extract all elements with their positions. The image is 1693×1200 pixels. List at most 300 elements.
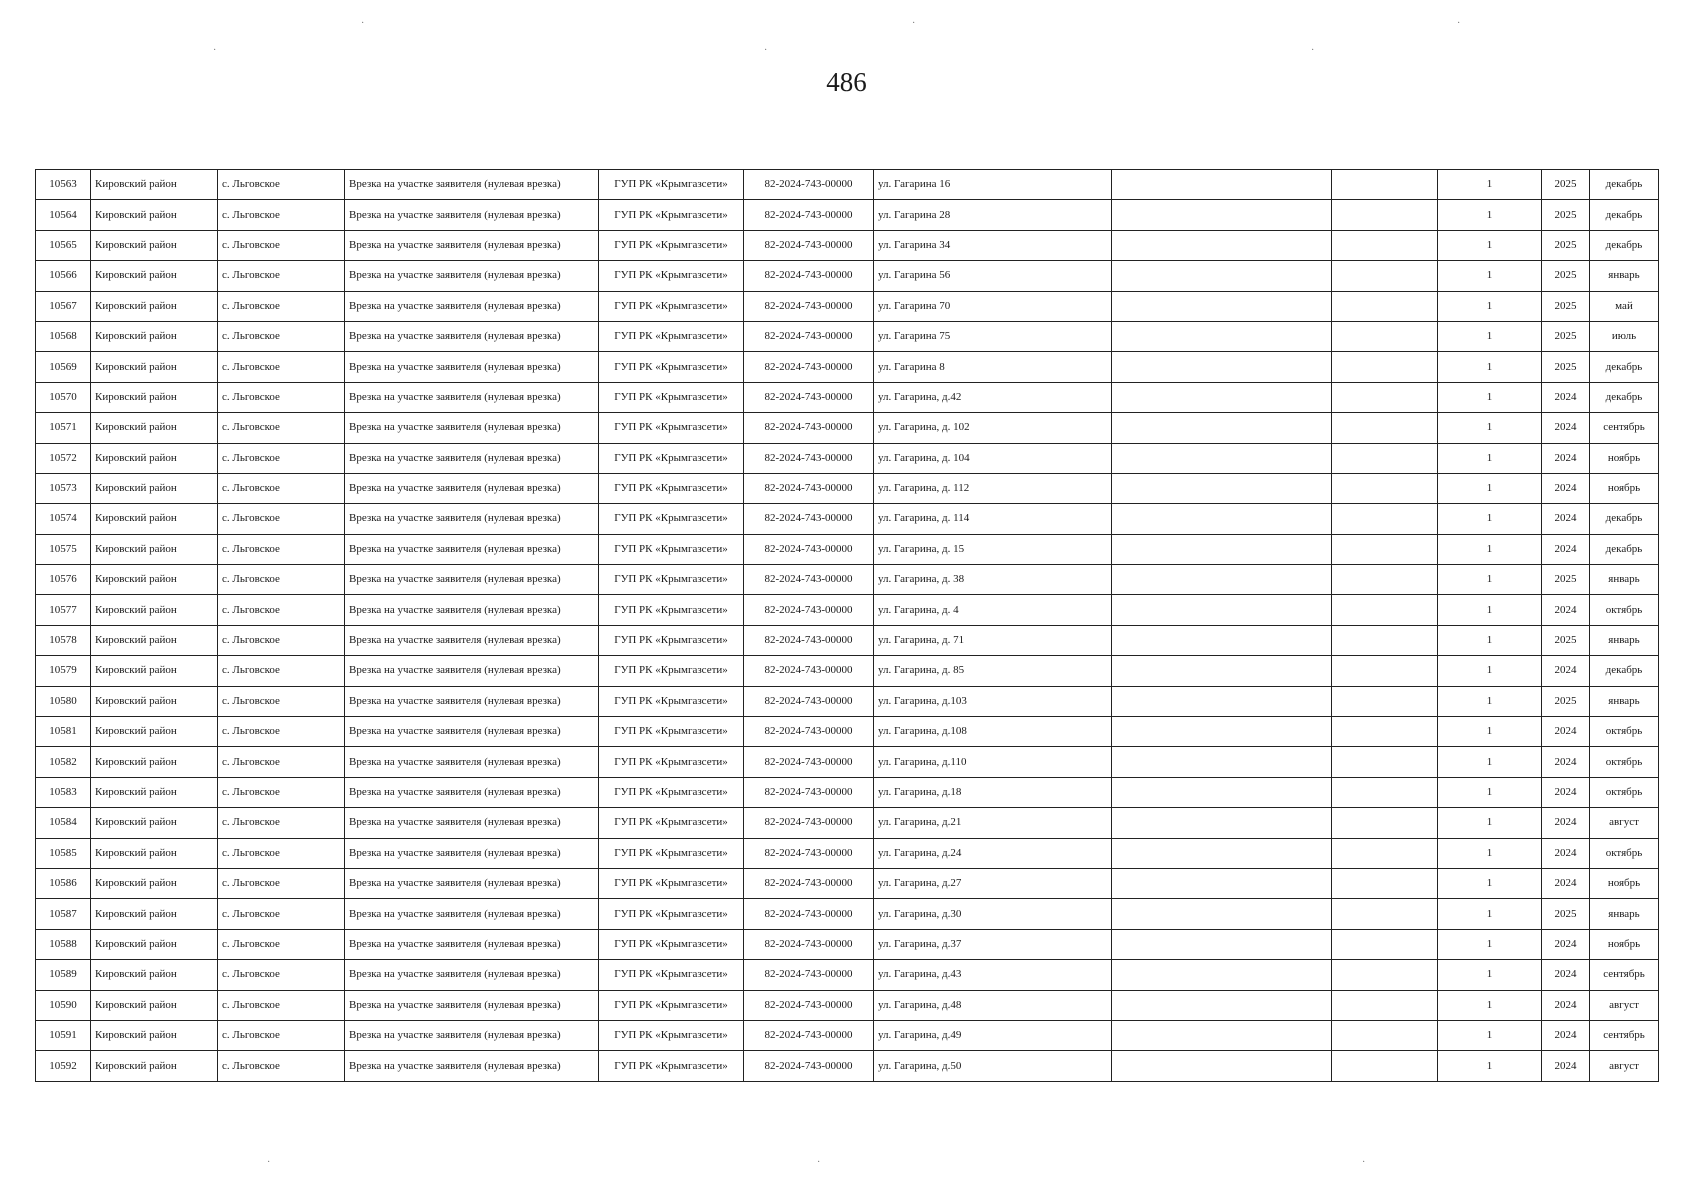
locality-cell: с. Льговское [218, 595, 345, 625]
organization-cell: ГУП РК «Крымгазсети» [599, 443, 744, 473]
address-cell: ул. Гагарина, д. 71 [874, 625, 1112, 655]
empty-cell [1332, 1051, 1438, 1081]
count-cell: 1 [1438, 321, 1542, 351]
count-cell: 1 [1438, 200, 1542, 230]
locality-cell: с. Льговское [218, 321, 345, 351]
table-row [36, 413, 1659, 443]
year-cell: 2025 [1542, 261, 1590, 291]
empty-cell [1332, 230, 1438, 260]
empty-cell [1112, 473, 1332, 503]
empty-cell [1332, 321, 1438, 351]
district-cell: Кировский район [91, 382, 218, 412]
address-cell: ул. Гагарина, д.48 [874, 990, 1112, 1020]
organization-cell: ГУП РК «Крымгазсети» [599, 1051, 744, 1081]
row-number-cell: 10590 [36, 990, 91, 1020]
month-cell: октябрь [1590, 838, 1659, 868]
empty-cell [1332, 473, 1438, 503]
organization-cell: ГУП РК «Крымгазсети» [599, 291, 744, 321]
row-number-cell: 10563 [36, 170, 91, 200]
empty-cell [1112, 352, 1332, 382]
year-cell: 2024 [1542, 443, 1590, 473]
row-number-cell: 10568 [36, 321, 91, 351]
address-cell: ул. Гагарина 34 [874, 230, 1112, 260]
year-cell: 2025 [1542, 565, 1590, 595]
district-cell: Кировский район [91, 291, 218, 321]
empty-cell [1332, 838, 1438, 868]
empty-cell [1112, 595, 1332, 625]
scan-speck: · [1362, 1157, 1366, 1168]
organization-cell: ГУП РК «Крымгазсети» [599, 990, 744, 1020]
code-cell: 82-2024-743-00000 [744, 352, 874, 382]
month-cell: ноябрь [1590, 443, 1659, 473]
code-cell: 82-2024-743-00000 [744, 595, 874, 625]
locality-cell: с. Льговское [218, 382, 345, 412]
code-cell: 82-2024-743-00000 [744, 717, 874, 747]
table-row [36, 1020, 1659, 1050]
organization-cell: ГУП РК «Крымгазсети» [599, 656, 744, 686]
empty-cell [1332, 565, 1438, 595]
table-row [36, 170, 1659, 200]
count-cell: 1 [1438, 170, 1542, 200]
locality-cell: с. Льговское [218, 838, 345, 868]
year-cell: 2024 [1542, 1051, 1590, 1081]
year-cell: 2024 [1542, 504, 1590, 534]
work-type-cell: Врезка на участке заявителя (нулевая врезка) [345, 838, 599, 868]
row-number-cell: 10583 [36, 777, 91, 807]
address-cell: ул. Гагарина, д.110 [874, 747, 1112, 777]
work-type-cell: Врезка на участке заявителя (нулевая врезка) [345, 1051, 599, 1081]
empty-cell [1112, 200, 1332, 230]
locality-cell: с. Льговское [218, 747, 345, 777]
month-cell: декабрь [1590, 504, 1659, 534]
code-cell: 82-2024-743-00000 [744, 291, 874, 321]
month-cell: август [1590, 990, 1659, 1020]
work-type-cell: Врезка на участке заявителя (нулевая врезка) [345, 625, 599, 655]
code-cell: 82-2024-743-00000 [744, 413, 874, 443]
table-row [36, 747, 1659, 777]
work-type-cell: Врезка на участке заявителя (нулевая врезка) [345, 868, 599, 898]
code-cell: 82-2024-743-00000 [744, 1051, 874, 1081]
code-cell: 82-2024-743-00000 [744, 929, 874, 959]
table-row [36, 929, 1659, 959]
count-cell: 1 [1438, 656, 1542, 686]
month-cell: декабрь [1590, 200, 1659, 230]
locality-cell: с. Льговское [218, 899, 345, 929]
empty-cell [1332, 990, 1438, 1020]
code-cell: 82-2024-743-00000 [744, 656, 874, 686]
locality-cell: с. Льговское [218, 230, 345, 260]
month-cell: январь [1590, 565, 1659, 595]
district-cell: Кировский район [91, 565, 218, 595]
work-type-cell: Врезка на участке заявителя (нулевая врезка) [345, 291, 599, 321]
empty-cell [1332, 868, 1438, 898]
month-cell: декабрь [1590, 382, 1659, 412]
organization-cell: ГУП РК «Крымгазсети» [599, 686, 744, 716]
empty-cell [1112, 929, 1332, 959]
year-cell: 2024 [1542, 868, 1590, 898]
district-cell: Кировский район [91, 504, 218, 534]
count-cell: 1 [1438, 1051, 1542, 1081]
district-cell: Кировский район [91, 717, 218, 747]
address-cell: ул. Гагарина, д.18 [874, 777, 1112, 807]
empty-cell [1112, 656, 1332, 686]
empty-cell [1332, 747, 1438, 777]
month-cell: январь [1590, 686, 1659, 716]
empty-cell [1112, 808, 1332, 838]
row-number-cell: 10577 [36, 595, 91, 625]
month-cell: ноябрь [1590, 473, 1659, 503]
organization-cell: ГУП РК «Крымгазсети» [599, 717, 744, 747]
row-number-cell: 10582 [36, 747, 91, 777]
locality-cell: с. Льговское [218, 261, 345, 291]
scan-speck: · [1457, 18, 1461, 29]
work-type-cell: Врезка на участке заявителя (нулевая врезка) [345, 382, 599, 412]
count-cell: 1 [1438, 230, 1542, 260]
count-cell: 1 [1438, 747, 1542, 777]
count-cell: 1 [1438, 899, 1542, 929]
year-cell: 2025 [1542, 686, 1590, 716]
month-cell: январь [1590, 261, 1659, 291]
work-type-cell: Врезка на участке заявителя (нулевая врезка) [345, 565, 599, 595]
empty-cell [1112, 990, 1332, 1020]
count-cell: 1 [1438, 686, 1542, 716]
count-cell: 1 [1438, 382, 1542, 412]
empty-cell [1112, 1051, 1332, 1081]
count-cell: 1 [1438, 473, 1542, 503]
organization-cell: ГУП РК «Крымгазсети» [599, 504, 744, 534]
row-number-cell: 10586 [36, 868, 91, 898]
empty-cell [1112, 230, 1332, 260]
count-cell: 1 [1438, 504, 1542, 534]
count-cell: 1 [1438, 1020, 1542, 1050]
table-row [36, 443, 1659, 473]
count-cell: 1 [1438, 565, 1542, 595]
address-cell: ул. Гагарина, д. 15 [874, 534, 1112, 564]
address-cell: ул. Гагарина, д.103 [874, 686, 1112, 716]
empty-cell [1112, 1020, 1332, 1050]
organization-cell: ГУП РК «Крымгазсети» [599, 382, 744, 412]
work-type-cell: Врезка на участке заявителя (нулевая врезка) [345, 808, 599, 838]
scan-speck: · [912, 18, 916, 29]
code-cell: 82-2024-743-00000 [744, 686, 874, 716]
table-row [36, 352, 1659, 382]
work-type-cell: Врезка на участке заявителя (нулевая врезка) [345, 321, 599, 351]
year-cell: 2024 [1542, 990, 1590, 1020]
district-cell: Кировский район [91, 230, 218, 260]
locality-cell: с. Льговское [218, 170, 345, 200]
empty-cell [1112, 382, 1332, 412]
year-cell: 2024 [1542, 838, 1590, 868]
work-type-cell: Врезка на участке заявителя (нулевая врезка) [345, 595, 599, 625]
empty-cell [1332, 717, 1438, 747]
registry-table [35, 169, 1659, 1082]
district-cell: Кировский район [91, 352, 218, 382]
code-cell: 82-2024-743-00000 [744, 990, 874, 1020]
code-cell: 82-2024-743-00000 [744, 625, 874, 655]
row-number-cell: 10572 [36, 443, 91, 473]
empty-cell [1112, 838, 1332, 868]
address-cell: ул. Гагарина, д. 104 [874, 443, 1112, 473]
month-cell: ноябрь [1590, 868, 1659, 898]
month-cell: январь [1590, 625, 1659, 655]
work-type-cell: Врезка на участке заявителя (нулевая врезка) [345, 352, 599, 382]
scan-speck: · [361, 18, 365, 29]
month-cell: декабрь [1590, 656, 1659, 686]
work-type-cell: Врезка на участке заявителя (нулевая врезка) [345, 443, 599, 473]
empty-cell [1112, 413, 1332, 443]
locality-cell: с. Льговское [218, 291, 345, 321]
row-number-cell: 10575 [36, 534, 91, 564]
table-row [36, 838, 1659, 868]
table-row [36, 1051, 1659, 1081]
row-number-cell: 10564 [36, 200, 91, 230]
count-cell: 1 [1438, 838, 1542, 868]
address-cell: ул. Гагарина, д. 85 [874, 656, 1112, 686]
work-type-cell: Врезка на участке заявителя (нулевая врезка) [345, 656, 599, 686]
address-cell: ул. Гагарина, д.37 [874, 929, 1112, 959]
row-number-cell: 10570 [36, 382, 91, 412]
year-cell: 2024 [1542, 777, 1590, 807]
year-cell: 2024 [1542, 382, 1590, 412]
scan-speck: · [764, 45, 768, 56]
work-type-cell: Врезка на участке заявителя (нулевая врезка) [345, 717, 599, 747]
empty-cell [1332, 656, 1438, 686]
address-cell: ул. Гагарина, д. 112 [874, 473, 1112, 503]
district-cell: Кировский район [91, 261, 218, 291]
organization-cell: ГУП РК «Крымгазсети» [599, 565, 744, 595]
organization-cell: ГУП РК «Крымгазсети» [599, 899, 744, 929]
scan-speck: · [817, 1157, 821, 1168]
district-cell: Кировский район [91, 777, 218, 807]
locality-cell: с. Льговское [218, 1051, 345, 1081]
address-cell: ул. Гагарина, д.30 [874, 899, 1112, 929]
organization-cell: ГУП РК «Крымгазсети» [599, 352, 744, 382]
address-cell: ул. Гагарина 56 [874, 261, 1112, 291]
district-cell: Кировский район [91, 170, 218, 200]
district-cell: Кировский район [91, 656, 218, 686]
address-cell: ул. Гагарина, д.50 [874, 1051, 1112, 1081]
count-cell: 1 [1438, 868, 1542, 898]
locality-cell: с. Льговское [218, 868, 345, 898]
row-number-cell: 10566 [36, 261, 91, 291]
month-cell: декабрь [1590, 230, 1659, 260]
work-type-cell: Врезка на участке заявителя (нулевая врезка) [345, 473, 599, 503]
empty-cell [1332, 899, 1438, 929]
code-cell: 82-2024-743-00000 [744, 473, 874, 503]
code-cell: 82-2024-743-00000 [744, 960, 874, 990]
table-row [36, 534, 1659, 564]
organization-cell: ГУП РК «Крымгазсети» [599, 200, 744, 230]
row-number-cell: 10592 [36, 1051, 91, 1081]
address-cell: ул. Гагарина 28 [874, 200, 1112, 230]
empty-cell [1112, 291, 1332, 321]
locality-cell: с. Льговское [218, 990, 345, 1020]
count-cell: 1 [1438, 291, 1542, 321]
empty-cell [1112, 261, 1332, 291]
count-cell: 1 [1438, 625, 1542, 655]
district-cell: Кировский район [91, 747, 218, 777]
address-cell: ул. Гагарина, д. 4 [874, 595, 1112, 625]
count-cell: 1 [1438, 413, 1542, 443]
year-cell: 2025 [1542, 170, 1590, 200]
year-cell: 2024 [1542, 534, 1590, 564]
row-number-cell: 10565 [36, 230, 91, 260]
month-cell: октябрь [1590, 717, 1659, 747]
address-cell: ул. Гагарина, д.49 [874, 1020, 1112, 1050]
work-type-cell: Врезка на участке заявителя (нулевая врезка) [345, 230, 599, 260]
year-cell: 2024 [1542, 960, 1590, 990]
row-number-cell: 10579 [36, 656, 91, 686]
year-cell: 2024 [1542, 656, 1590, 686]
address-cell: ул. Гагарина, д.43 [874, 960, 1112, 990]
row-number-cell: 10589 [36, 960, 91, 990]
code-cell: 82-2024-743-00000 [744, 808, 874, 838]
table-row [36, 960, 1659, 990]
empty-cell [1112, 321, 1332, 351]
year-cell: 2024 [1542, 1020, 1590, 1050]
locality-cell: с. Льговское [218, 960, 345, 990]
count-cell: 1 [1438, 261, 1542, 291]
organization-cell: ГУП РК «Крымгазсети» [599, 473, 744, 503]
year-cell: 2025 [1542, 625, 1590, 655]
empty-cell [1112, 625, 1332, 655]
district-cell: Кировский район [91, 929, 218, 959]
table-row [36, 656, 1659, 686]
table-row [36, 899, 1659, 929]
row-number-cell: 10573 [36, 473, 91, 503]
empty-cell [1332, 777, 1438, 807]
year-cell: 2025 [1542, 200, 1590, 230]
table-row [36, 868, 1659, 898]
work-type-cell: Врезка на участке заявителя (нулевая врезка) [345, 777, 599, 807]
code-cell: 82-2024-743-00000 [744, 899, 874, 929]
row-number-cell: 10591 [36, 1020, 91, 1050]
work-type-cell: Врезка на участке заявителя (нулевая врезка) [345, 899, 599, 929]
empty-cell [1332, 686, 1438, 716]
organization-cell: ГУП РК «Крымгазсети» [599, 321, 744, 351]
work-type-cell: Врезка на участке заявителя (нулевая врезка) [345, 747, 599, 777]
locality-cell: с. Льговское [218, 929, 345, 959]
district-cell: Кировский район [91, 413, 218, 443]
work-type-cell: Врезка на участке заявителя (нулевая врезка) [345, 534, 599, 564]
organization-cell: ГУП РК «Крымгазсети» [599, 170, 744, 200]
year-cell: 2025 [1542, 352, 1590, 382]
count-cell: 1 [1438, 808, 1542, 838]
month-cell: июль [1590, 321, 1659, 351]
work-type-cell: Врезка на участке заявителя (нулевая врезка) [345, 504, 599, 534]
district-cell: Кировский район [91, 595, 218, 625]
table-row [36, 717, 1659, 747]
organization-cell: ГУП РК «Крымгазсети» [599, 1020, 744, 1050]
empty-cell [1112, 686, 1332, 716]
locality-cell: с. Льговское [218, 777, 345, 807]
table-row [36, 625, 1659, 655]
scan-speck: · [267, 1157, 271, 1168]
locality-cell: с. Льговское [218, 413, 345, 443]
row-number-cell: 10581 [36, 717, 91, 747]
address-cell: ул. Гагарина, д.27 [874, 868, 1112, 898]
district-cell: Кировский район [91, 534, 218, 564]
district-cell: Кировский район [91, 960, 218, 990]
month-cell: декабрь [1590, 352, 1659, 382]
empty-cell [1332, 504, 1438, 534]
empty-cell [1332, 291, 1438, 321]
work-type-cell: Врезка на участке заявителя (нулевая врезка) [345, 413, 599, 443]
empty-cell [1332, 808, 1438, 838]
month-cell: декабрь [1590, 170, 1659, 200]
code-cell: 82-2024-743-00000 [744, 565, 874, 595]
empty-cell [1332, 413, 1438, 443]
locality-cell: с. Льговское [218, 808, 345, 838]
address-cell: ул. Гагарина 70 [874, 291, 1112, 321]
work-type-cell: Врезка на участке заявителя (нулевая врезка) [345, 990, 599, 1020]
month-cell: январь [1590, 899, 1659, 929]
year-cell: 2025 [1542, 899, 1590, 929]
month-cell: декабрь [1590, 534, 1659, 564]
empty-cell [1332, 382, 1438, 412]
count-cell: 1 [1438, 352, 1542, 382]
empty-cell [1332, 595, 1438, 625]
table-row [36, 200, 1659, 230]
year-cell: 2024 [1542, 717, 1590, 747]
code-cell: 82-2024-743-00000 [744, 838, 874, 868]
table-row [36, 686, 1659, 716]
count-cell: 1 [1438, 777, 1542, 807]
count-cell: 1 [1438, 443, 1542, 473]
year-cell: 2024 [1542, 595, 1590, 625]
empty-cell [1112, 899, 1332, 929]
table-row [36, 291, 1659, 321]
year-cell: 2025 [1542, 230, 1590, 260]
month-cell: май [1590, 291, 1659, 321]
locality-cell: с. Льговское [218, 443, 345, 473]
code-cell: 82-2024-743-00000 [744, 321, 874, 351]
locality-cell: с. Льговское [218, 656, 345, 686]
district-cell: Кировский район [91, 625, 218, 655]
table-row [36, 321, 1659, 351]
year-cell: 2024 [1542, 929, 1590, 959]
district-cell: Кировский район [91, 200, 218, 230]
row-number-cell: 10578 [36, 625, 91, 655]
organization-cell: ГУП РК «Крымгазсети» [599, 868, 744, 898]
organization-cell: ГУП РК «Крымгазсети» [599, 808, 744, 838]
locality-cell: с. Льговское [218, 504, 345, 534]
district-cell: Кировский район [91, 1051, 218, 1081]
count-cell: 1 [1438, 595, 1542, 625]
empty-cell [1332, 1020, 1438, 1050]
empty-cell [1112, 565, 1332, 595]
locality-cell: с. Льговское [218, 686, 345, 716]
table-row [36, 808, 1659, 838]
empty-cell [1112, 443, 1332, 473]
district-cell: Кировский район [91, 321, 218, 351]
address-cell: ул. Гагарина, д. 102 [874, 413, 1112, 443]
table-row [36, 990, 1659, 1020]
address-cell: ул. Гагарина, д.24 [874, 838, 1112, 868]
row-number-cell: 10588 [36, 929, 91, 959]
work-type-cell: Врезка на участке заявителя (нулевая врезка) [345, 960, 599, 990]
year-cell: 2024 [1542, 808, 1590, 838]
empty-cell [1112, 717, 1332, 747]
work-type-cell: Врезка на участке заявителя (нулевая врезка) [345, 929, 599, 959]
year-cell: 2024 [1542, 413, 1590, 443]
code-cell: 82-2024-743-00000 [744, 777, 874, 807]
locality-cell: с. Льговское [218, 717, 345, 747]
table-row [36, 504, 1659, 534]
empty-cell [1332, 625, 1438, 655]
work-type-cell: Врезка на участке заявителя (нулевая врезка) [345, 686, 599, 716]
code-cell: 82-2024-743-00000 [744, 230, 874, 260]
